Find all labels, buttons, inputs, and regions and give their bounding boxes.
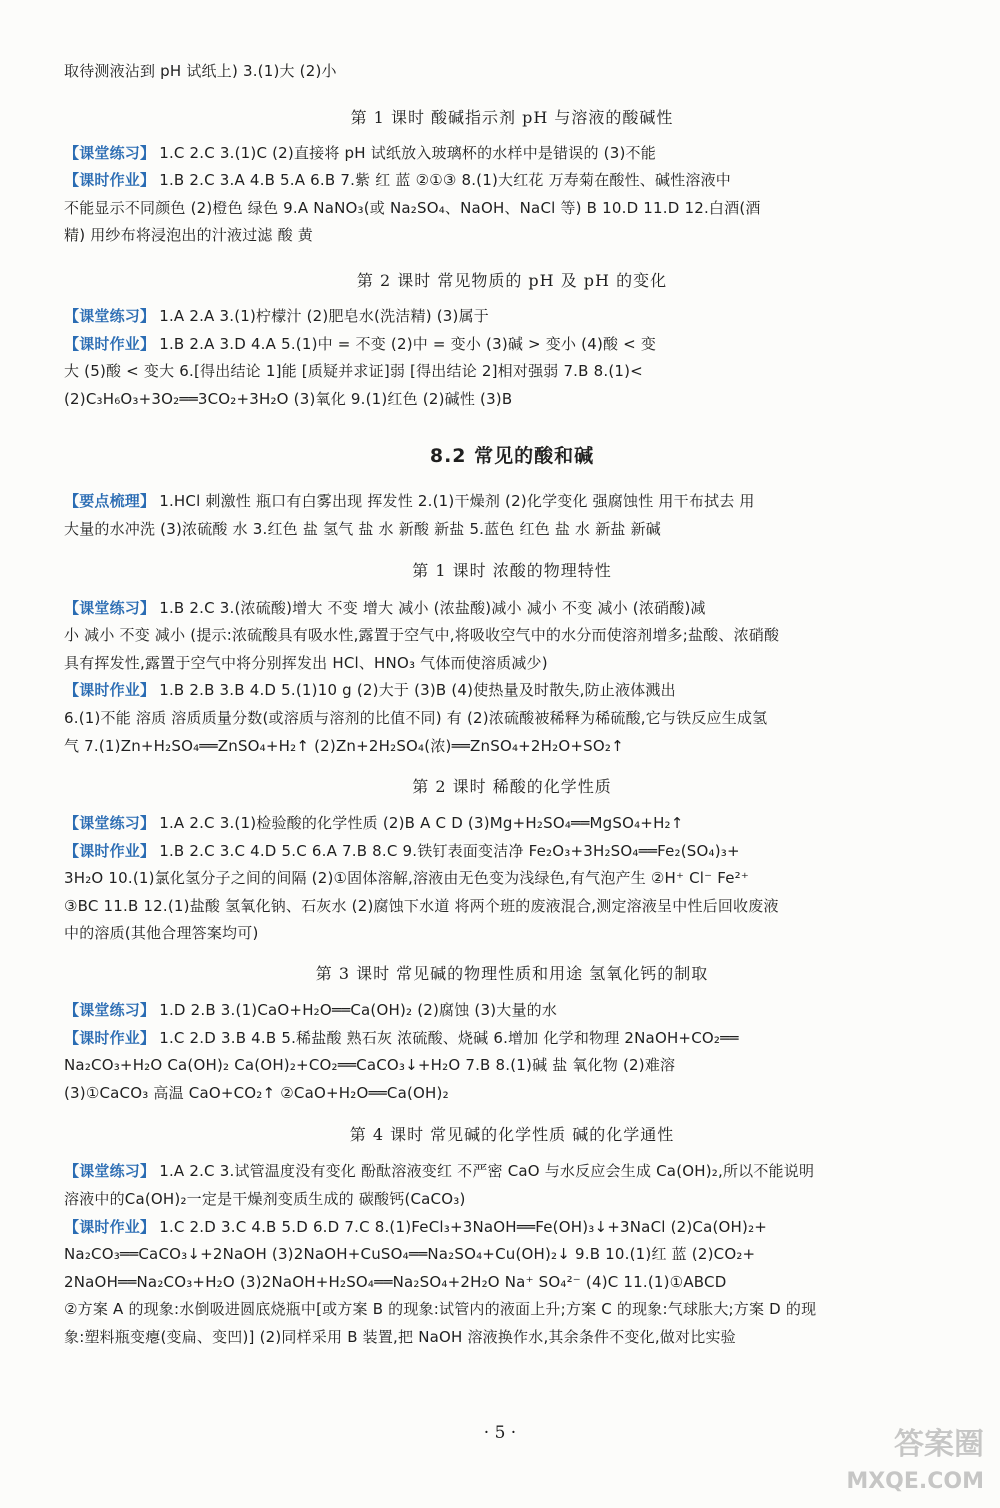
text-line (64, 331, 960, 359)
section-tag: 【课堂练习】 (64, 1001, 156, 1020)
text-line (64, 1158, 960, 1186)
text-line: 具有挥发性,露置于空气中将分别挥发出 HCl、HNO₃ 气体而使溶质减少) (64, 653, 548, 672)
lesson-title: 第 4 课时 常见碱的化学性质 碱的化学通性 (349, 1125, 675, 1145)
lesson-title: 第 2 课时 常见物质的 pH 及 pH 的变化 (356, 270, 668, 290)
text-line (64, 303, 960, 331)
line-text: 1.C 2.D 3.B 4.B 5.稀盐酸 熟石灰 浓硫酸、烧碱 6.增加 化学和物理 2NaOH+CO₂══ (159, 1028, 739, 1047)
text-line (64, 140, 960, 168)
section-tag: 【课时作业】 (64, 681, 156, 700)
text-line: Na₂CO₃══CaCO₃↓+2NaOH (3)2NaOH+CuSO₄══Na₂SO₄+Cu(OH)₂↓ 9.B 10.(1)红 蓝 (2)CO₂+ (64, 1245, 756, 1264)
section-tag: 【课时作业】 (64, 171, 156, 190)
section-tag: 【课堂练习】 (64, 306, 156, 325)
section-tag: 【课时作业】 (64, 1028, 156, 1047)
watermark-logo (836, 1416, 986, 1500)
watermark-domain: MXQE.COM (846, 1469, 984, 1494)
text-line: 溶液中的Ca(OH)₂一定是干燥剂变质生成的 碳酸钙(CaCO₃) (64, 1190, 466, 1209)
text-line (64, 595, 960, 623)
line-text: 1.D 2.B 3.(1)CaO+H₂O══Ca(OH)₂ (2)腐蚀 (3)大量的水 (159, 1001, 558, 1020)
text-line (64, 488, 960, 516)
text-line: 气 7.(1)Zn+H₂SO₄══ZnSO₄+H₂↑ (2)Zn+2H₂SO₄(浓)══ZnSO₄+2H₂O+SO₂↑ (64, 736, 624, 755)
text-line: ③BC 11.B 12.(1)盐酸 氢氧化钠、石灰水 (2)腐蚀下水道 将两个班的废液混合,测定溶液呈中性后回收废液 (64, 896, 779, 915)
line-text: 1.A 2.A 3.(1)柠檬汁 (2)肥皂水(洗洁精) (3)属于 (159, 306, 489, 325)
line-text: 1.B 2.A 3.D 4.A 5.(1)中 = 不变 (2)中 = 变小 (3)碱 > 变小 (4)酸 < 变 (159, 334, 657, 353)
text-line: 大 (5)酸 < 变大 6.[得出结论 1]能 [质疑并求证]弱 [得出结论 2]相对强弱 7.B 8.(1)< (64, 362, 643, 381)
line-text: 1.B 2.C 3.C 4.D 5.C 6.A 7.B 8.C 9.铁钉表面变洁净 Fe₂O₃+3H₂SO₄══Fe₂(SO₄)₃+ (159, 841, 740, 860)
section-tag: 【课堂练习】 (64, 143, 156, 162)
text-line: 6.(1)不能 溶质 溶质质量分数(或溶质与溶剂的比值不同) 有 (2)浓硫酸被稀释为稀硫酸,它与铁反应生成氢 (64, 708, 768, 727)
line-text: 1.B 2.C 3.A 4.B 5.A 6.B 7.紫 红 蓝 ②①③ 8.(1)大红花 万寿菊在酸性、碱性溶液中 (159, 171, 732, 190)
text-line (64, 167, 960, 195)
section-tag: 【课时作业】 (64, 334, 156, 353)
text-line: 不能显示不同颜色 (2)橙色 绿色 9.A NaNO₃(或 Na₂SO₄、NaOH、NaCl 等) B 10.D 11.D 12.白酒(酒 (64, 198, 761, 217)
section-tag: 【课时作业】 (64, 841, 156, 860)
text-line: 取待测液沾到 pH 试纸上) 3.(1)大 (2)小 (64, 62, 337, 80)
line-text: 1.C 2.D 3.C 4.B 5.D 6.D 7.C 8.(1)FeCl₃+3NaOH══Fe(OH)₃↓+3NaCl (2)Ca(OH)₂+ (159, 1217, 768, 1236)
text-line: 中的溶质(其他合理答案均可) (64, 924, 259, 943)
text-line (64, 997, 960, 1025)
text-line (64, 810, 960, 838)
text-line: ②方案 A 的现象:水倒吸进圆底烧瓶中[或方案 B 的现象:试管内的液面上升;方案 C 的现象:气球胀大;方案 D 的现 (64, 1300, 817, 1319)
text-line: 2NaOH══Na₂CO₃+H₂O (3)2NaOH+H₂SO₄══Na₂SO₄+2H₂O Na⁺ SO₄²⁻ (4)C 11.(1)①ABCD (64, 1272, 727, 1291)
section-tag: 【课时作业】 (64, 1217, 156, 1236)
answer-page (64, 58, 960, 1352)
line-text: 1.B 2.B 3.B 4.D 5.(1)10 g (2)大于 (3)B (4)使热量及时散失,防止液体溅出 (159, 681, 676, 700)
text-line: 大量的水冲洗 (3)浓硫酸 水 3.红色 盐 氢气 盐 水 新酸 新盐 5.蓝色 红色 盐 水 新盐 新碱 (64, 519, 661, 538)
watermark-title: 答案圈 (894, 1427, 984, 1462)
text-line: 精) 用纱布将浸泡出的汁液过滤 酸 黄 (64, 226, 313, 245)
section-heading: 8.2 常见的酸和碱 (429, 445, 595, 468)
line-text: 1.C 2.C 3.(1)C (2)直接将 pH 试纸放入玻璃杯的水样中是错误的 (3)不能 (159, 143, 656, 162)
text-line: (2)C₃H₆O₃+3O₂══3CO₂+3H₂O (3)氧化 9.(1)红色 (2)碱性 (3)B (64, 389, 513, 408)
text-line: 象:塑料瓶变瘪(变扁、变凹)] (2)同样采用 B 装置,把 NaOH 溶液换作水,其余条件不变化,做对比实验 (64, 1328, 736, 1346)
lesson-title: 第 3 课时 常见碱的物理性质和用途 氢氧化钙的制取 (315, 964, 709, 984)
text-line: 3H₂O 10.(1)氯化氢分子之间的间隔 (2)①固体溶解,溶液由无色变为浅绿色,有气泡产生 ②H⁺ Cl⁻ Fe²⁺ (64, 869, 749, 888)
lesson-title: 第 2 课时 稀酸的化学性质 (412, 777, 612, 797)
text-line: 小 减小 不变 减小 (提示:浓硫酸具有吸水性,露置于空气中,将吸收空气中的水分而使溶剂增多;盐酸、浓硝酸 (64, 626, 780, 645)
text-line (64, 1025, 960, 1053)
section-tag: 【课堂练习】 (64, 814, 156, 833)
text-line: (3)①CaCO₃ 高温 CaO+CO₂↑ ②CaO+H₂O══Ca(OH)₂ (64, 1083, 449, 1102)
section-tag: 【课堂练习】 (64, 1162, 156, 1181)
lesson-title: 第 1 课时 酸碱指示剂 pH 与溶液的酸碱性 (350, 107, 674, 127)
text-line (64, 1214, 960, 1242)
page-number: · 5 · (483, 1423, 517, 1443)
section-tag: 【课堂练习】 (64, 598, 156, 617)
line-text: 1.B 2.C 3.(浓硫酸)增大 不变 增大 减小 (浓盐酸)减小 减小 不变 减小 (浓硝酸)减 (159, 598, 706, 617)
line-text: 1.A 2.C 3.(1)检验酸的化学性质 (2)B A C D (3)Mg+H₂SO₄══MgSO₄+H₂↑ (159, 814, 684, 833)
lesson-title: 第 1 课时 浓酸的物理特性 (412, 560, 612, 580)
text-line (64, 838, 960, 866)
line-text: 1.HCl 刺激性 瓶口有白雾出现 挥发性 2.(1)干燥剂 (2)化学变化 强腐蚀性 用干布拭去 用 (159, 492, 755, 511)
section-tag: 【要点梳理】 (64, 492, 156, 511)
line-text: 1.A 2.C 3.试管温度没有变化 酚酞溶液变红 不严密 CaO 与水反应会生成 Ca(OH)₂,所以不能说明 (159, 1162, 815, 1181)
text-line (64, 677, 960, 705)
text-line: Na₂CO₃+H₂O Ca(OH)₂ Ca(OH)₂+CO₂══CaCO₃↓+H₂O 7.B 8.(1)碱 盐 氧化物 (2)难溶 (64, 1056, 676, 1075)
